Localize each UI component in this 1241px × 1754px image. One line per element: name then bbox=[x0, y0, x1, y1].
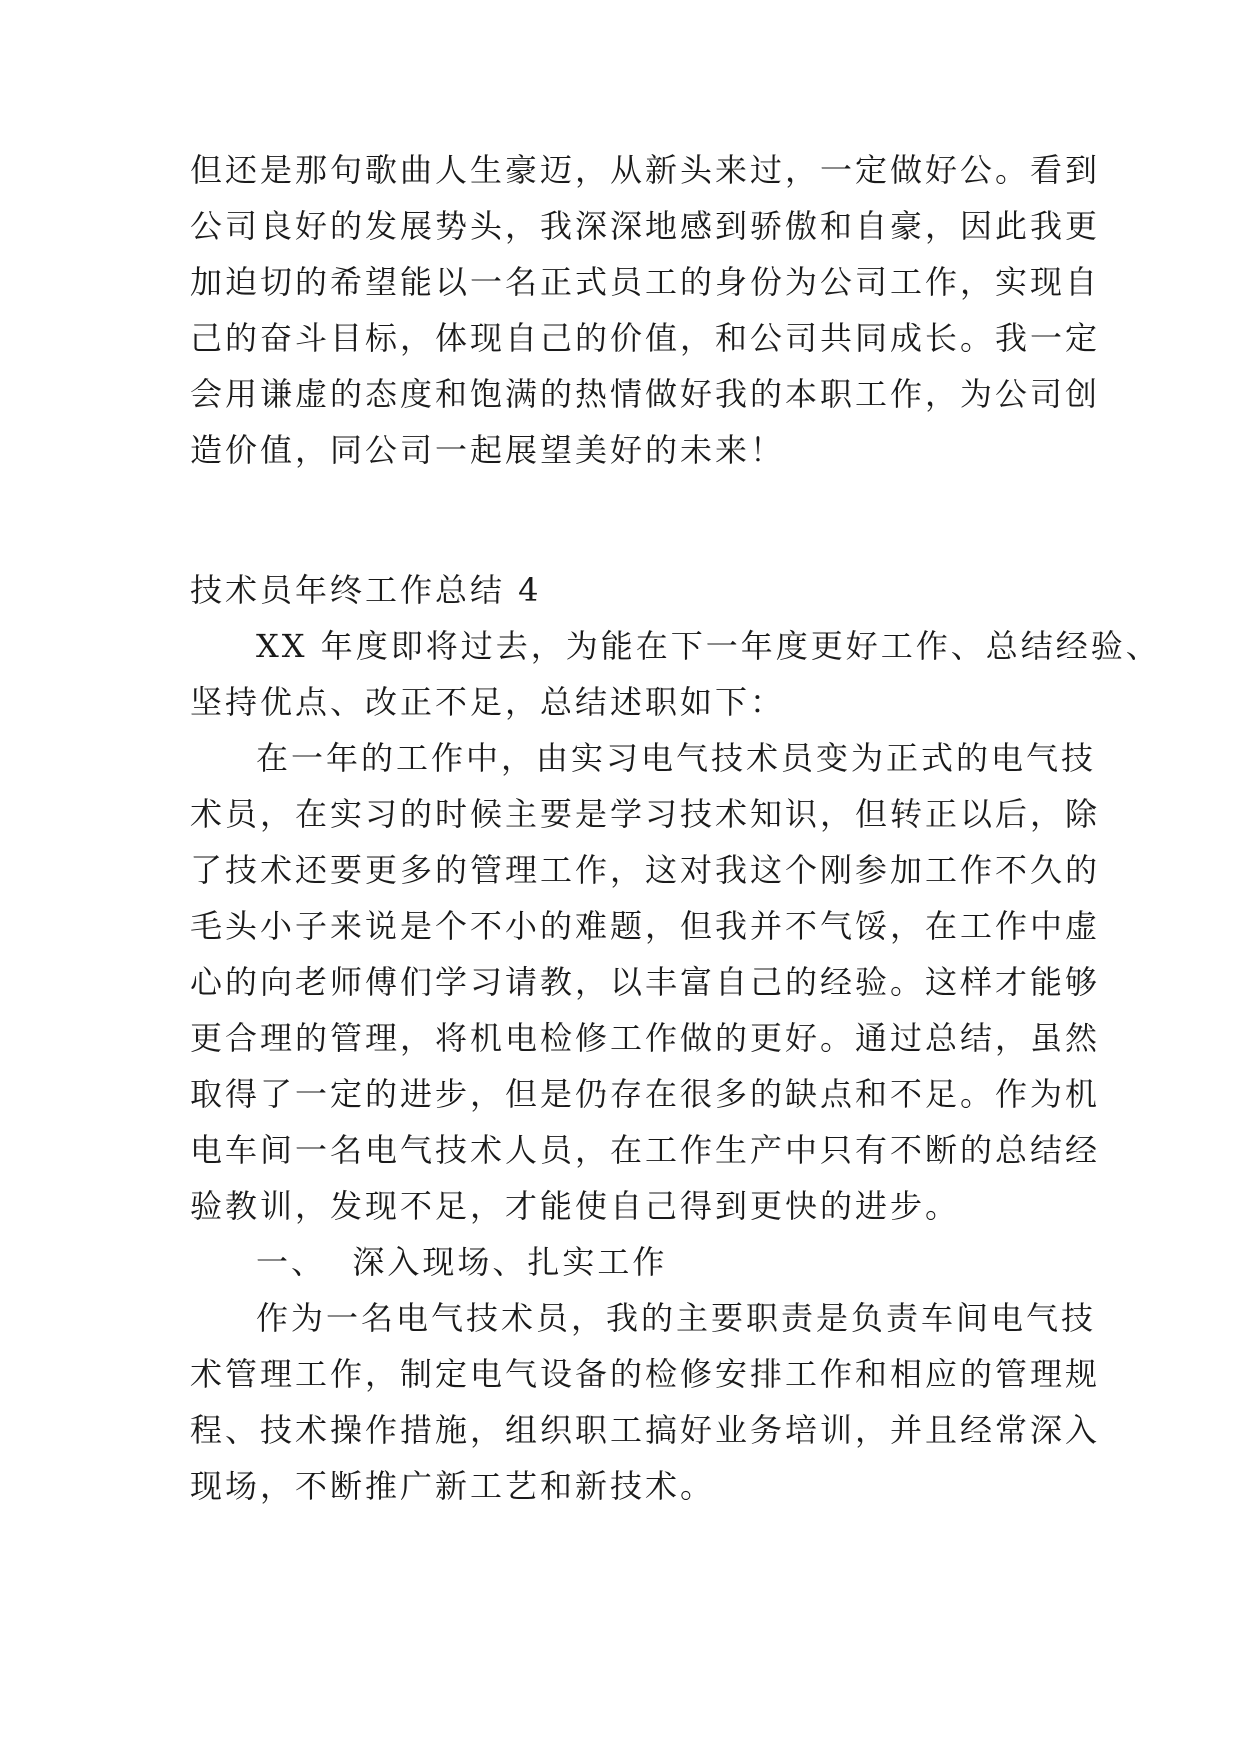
text-line: 加迫切的希望能以一名正式员工的身份为公司工作，实现自 bbox=[190, 263, 1101, 301]
text-line: 程、技术操作措施，组织职工搞好业务培训，并且经常深入 bbox=[190, 1411, 1101, 1449]
text-line: 坚持优点、改正不足，总结述职如下： bbox=[190, 683, 786, 721]
text-line: XX 年度即将过去，为能在下一年度更好工作、总结经验、 bbox=[256, 627, 1161, 665]
text-line: 验教训，发现不足，才能使自己得到更快的进步。 bbox=[190, 1187, 961, 1225]
text-line: 毛头小子来说是个不小的难题，但我并不气馁，在工作中虚 bbox=[190, 907, 1101, 945]
text-line: 心的向老师傅们学习请教，以丰富自己的经验。这样才能够 bbox=[190, 963, 1101, 1001]
subheading: 一、 深入现场、扎实工作 bbox=[256, 1243, 668, 1281]
text-line: 现场，不断推广新工艺和新技术。 bbox=[190, 1467, 716, 1505]
text-line: 电车间一名电气技术人员，在工作生产中只有不断的总结经 bbox=[190, 1131, 1101, 1169]
text-line: 了技术还要更多的管理工作，这对我这个刚参加工作不久的 bbox=[190, 851, 1101, 889]
text-line: 己的奋斗目标，体现自己的价值，和公司共同成长。我一定 bbox=[190, 319, 1101, 357]
text-line: 会用谦虚的态度和饱满的热情做好我的本职工作，为公司创 bbox=[190, 375, 1101, 413]
text-line: 但还是那句歌曲人生豪迈，从新头来过，一定做好公。看到 bbox=[190, 151, 1101, 189]
section-title: 技术员年终工作总结 4 bbox=[190, 571, 542, 609]
text-line: 更合理的管理，将机电检修工作做的更好。通过总结，虽然 bbox=[190, 1019, 1101, 1057]
text-line: 术管理工作，制定电气设备的检修安排工作和相应的管理规 bbox=[190, 1355, 1101, 1393]
text-line: 在一年的工作中，由实习电气技术员变为正式的电气技 bbox=[256, 739, 1097, 777]
text-line: 造价值，同公司一起展望美好的未来！ bbox=[190, 431, 786, 469]
text-line: 术员，在实习的时候主要是学习技术知识，但转正以后，除 bbox=[190, 795, 1101, 833]
text-line: 取得了一定的进步，但是仍存在很多的缺点和不足。作为机 bbox=[190, 1075, 1101, 1113]
text-line: 公司良好的发展势头，我深深地感到骄傲和自豪，因此我更 bbox=[190, 207, 1101, 245]
text-line: 作为一名电气技术员，我的主要职责是负责车间电气技 bbox=[256, 1299, 1097, 1337]
